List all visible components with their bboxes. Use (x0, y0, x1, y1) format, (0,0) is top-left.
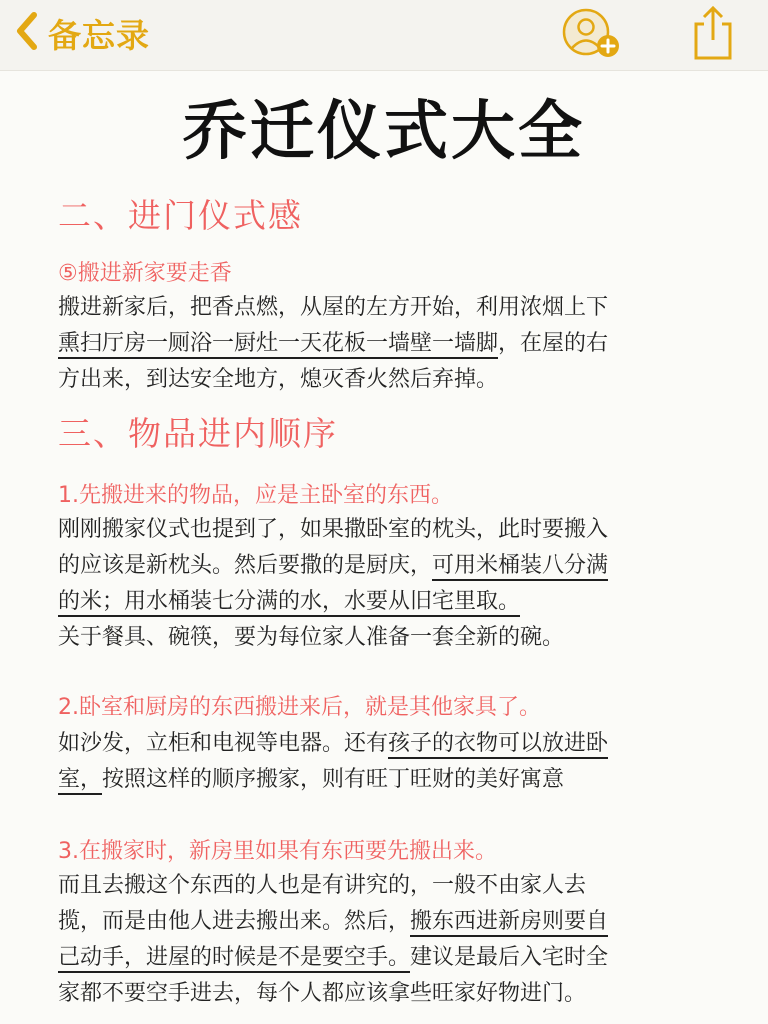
paragraph-line: 刚刚搬家仪式也提到了，如果撒卧室的枕头，此时要搬入 (58, 517, 609, 542)
text-run: 揽，而是由他人进去搬出来。然后， (58, 909, 411, 934)
item-title-other-furniture: 2.卧室和厨房的东西搬进来后，就是其他家具了。 (58, 695, 541, 720)
paragraph-move-out-first (58, 868, 678, 1012)
item-title-bedroom-first: 1.先搬进来的物品，应是主卧室的东西。 (58, 483, 453, 508)
text-run: ，在屋的右 (498, 331, 609, 356)
paragraph-line: 而且去搬这个东西的人也是有讲究的，一般不由家人去 (58, 873, 587, 898)
underlined-text: 室， (58, 767, 102, 795)
share-button[interactable] (688, 2, 738, 62)
underlined-text: 的米；用水桶装七分满的水，水要从旧宅里取。 (58, 589, 520, 617)
text-run: 如沙发，立柜和电视等电器。还有 (58, 731, 389, 756)
paragraph-other-furniture (58, 726, 678, 798)
section-heading-moving-order: 三、物品进内顺序 (58, 414, 338, 453)
add-person-icon (562, 8, 620, 60)
section-heading-entry-ritual: 二、进门仪式感 (58, 196, 303, 235)
paragraph-line (58, 904, 678, 940)
text-run: 建议是最后入宅时全 (410, 945, 609, 970)
paragraph-line (58, 326, 678, 362)
paragraph-line: 搬进新家后，把香点燃，从屋的左方开始，利用浓烟上下 (58, 295, 609, 320)
notes-toolbar (0, 0, 768, 71)
paragraph-line (58, 548, 678, 584)
paragraph-line: 方出来，到达安全地方，熄灭香火然后弃掉。 (58, 367, 499, 392)
text-run: 按照这样的顺序搬家，则有旺丁旺财的美好寓意 (102, 767, 565, 792)
paragraph-incense (58, 290, 678, 398)
underlined-text: 搬东西进新房则要自 (410, 909, 608, 937)
underlined-text: 可用米桶装八分满 (432, 553, 608, 581)
chevron-left-icon (12, 11, 42, 55)
paragraph-line: 关于餐具、碗筷，要为每位家人准备一套全新的碗。 (58, 625, 565, 650)
back-button[interactable] (12, 10, 150, 56)
underlined-text: 熏扫厅房一厕浴一厨灶一天花板一墙壁一墙脚 (58, 331, 498, 359)
item-title-move-out-first: 3.在搬家时，新房里如果有东西要先搬出来。 (58, 839, 497, 864)
paragraph-line (58, 584, 678, 620)
paragraph-line: 家都不要空手进去，每个人都应该拿些旺家好物进门。 (58, 981, 587, 1006)
back-label: 备忘录 (48, 15, 150, 55)
item-title-incense: ⑤搬进新家要走香 (58, 261, 232, 286)
note-title: 乔迁仪式大全 (183, 95, 585, 169)
paragraph-bedroom-first (58, 512, 678, 656)
underlined-text: 己动手，进屋的时候是不是要空手。 (58, 945, 410, 973)
paragraph-line (58, 940, 678, 976)
paragraph-line (58, 762, 678, 798)
add-person-button[interactable] (562, 8, 620, 60)
share-icon (688, 2, 738, 62)
underlined-text: 孩子的衣物可以放进卧 (388, 731, 608, 759)
paragraph-line (58, 726, 678, 762)
text-run: 的应该是新枕头。然后要撒的是厨庆， (58, 553, 433, 578)
